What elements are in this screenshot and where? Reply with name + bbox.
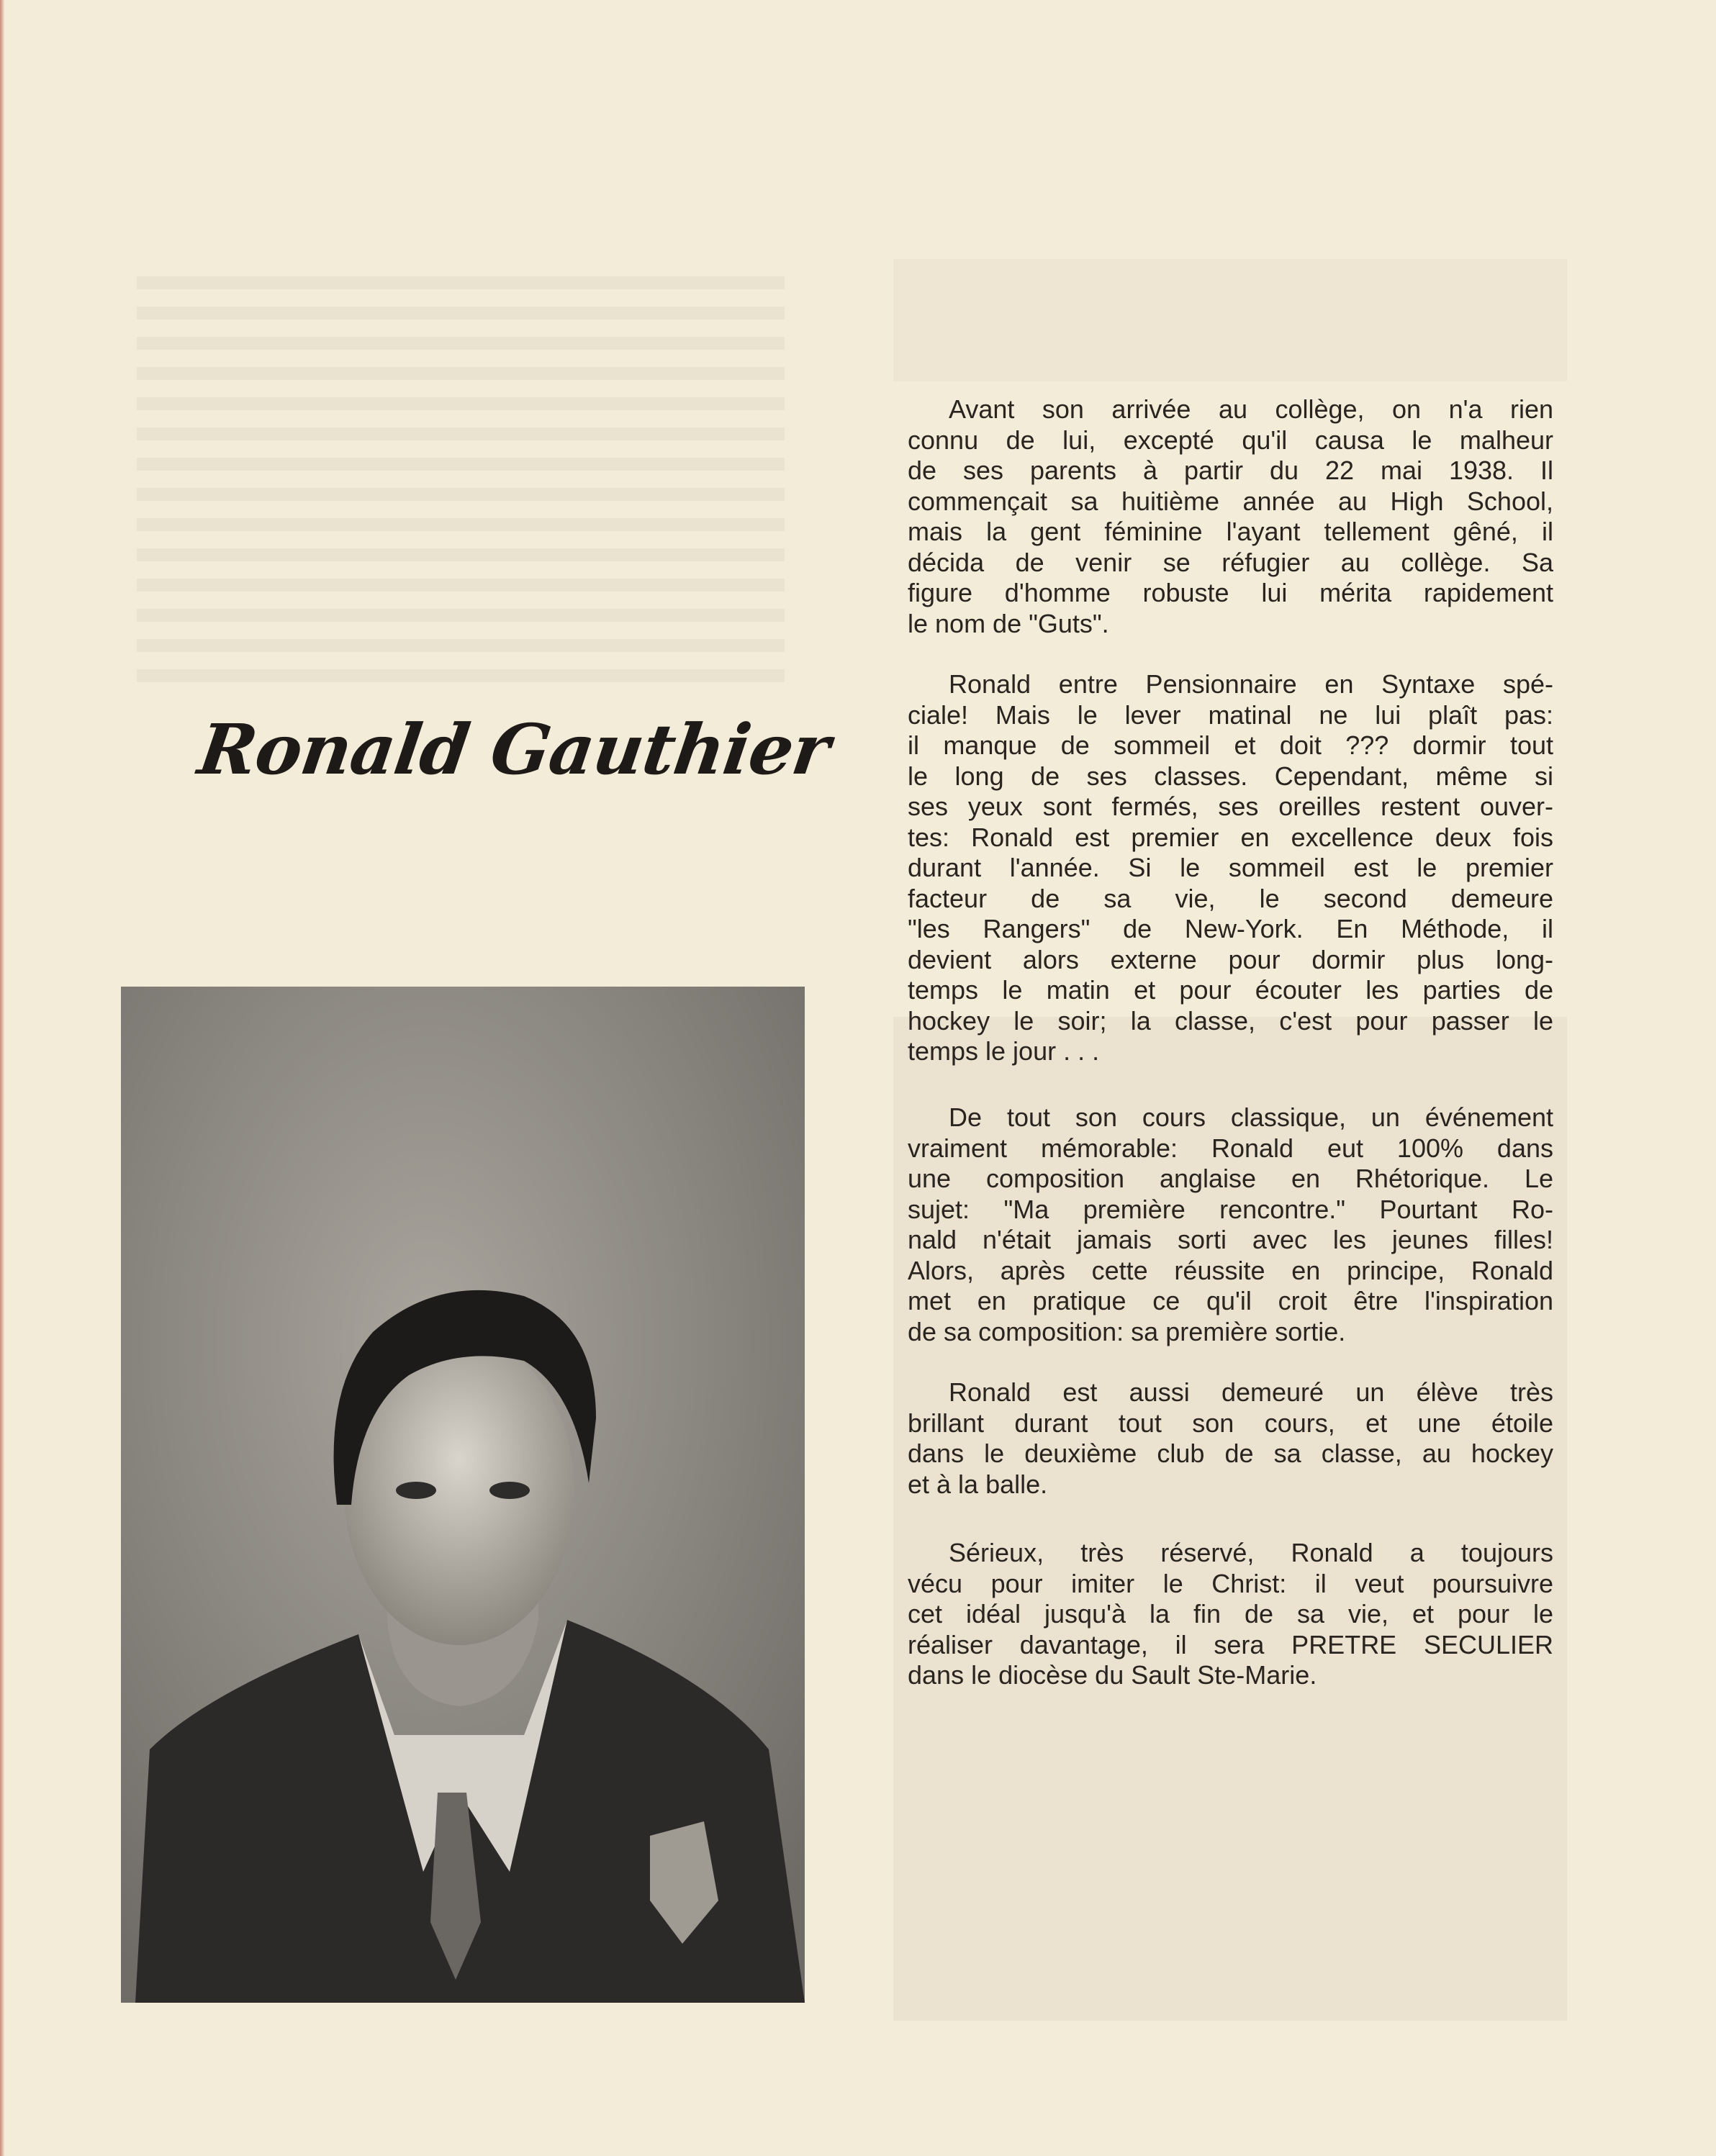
text-line: facteur de sa vie, le second demeure (908, 883, 1553, 913)
text-line: hockey le soir; la classe, c'est pour passer le (908, 1005, 1553, 1036)
portrait-photo (121, 987, 805, 2003)
bleed-through-text (893, 259, 1567, 381)
paragraph-studies (908, 669, 1553, 1067)
text-line: décida de venir se réfugier au collège. Sa (908, 547, 1553, 577)
text-line: devient alors externe pour dormir plus long- (908, 944, 1553, 974)
bleed-through-lines (137, 259, 785, 699)
text-line: De tout son cours classique, un événement (949, 1102, 1553, 1132)
text-line: met en pratique ce qu'il croit être l'inspiration (908, 1286, 1553, 1315)
text-line: réaliser davantage, il sera PRETRE SECULIER (908, 1629, 1553, 1659)
paragraph-composition (908, 1102, 1553, 1347)
text-line: ciale! Mais le lever matinal ne lui plaît pas: (908, 699, 1553, 730)
text-line: brillant durant tout son cours, et une étoile (908, 1408, 1553, 1438)
text-line: temps le jour . . . (908, 1036, 1100, 1066)
paragraph-sports (908, 1377, 1553, 1500)
text-line: le long de ses classes. Cependant, même si (908, 761, 1553, 791)
paragraph-birth (908, 394, 1553, 639)
text-line: dans le deuxième club de sa classe, au hockey (908, 1439, 1553, 1468)
page-edge (0, 0, 4, 2156)
text-line: vécu pour imiter le Christ: il veut poursuivre (908, 1568, 1553, 1598)
text-line: une composition anglaise en Rhétorique. Le (908, 1164, 1553, 1193)
text-line: dans le diocèse du Sault Ste-Marie. (908, 1660, 1317, 1690)
text-line: cet idéal jusqu'à la fin de sa vie, et pour le (908, 1599, 1553, 1629)
text-line: de sa composition: sa première sortie. (908, 1316, 1346, 1346)
text-line: temps le matin et pour écouter les parties de (908, 975, 1553, 1005)
text-line: ses yeux sont fermés, ses oreilles restent ouver- (908, 792, 1553, 821)
text-line: le nom de "Guts". (908, 608, 1109, 638)
text-line: Sérieux, très réservé, Ronald a toujours (949, 1538, 1553, 1567)
page-title: Ronald Gauthier (194, 709, 835, 790)
text-line: Ronald est aussi demeuré un élève très (949, 1377, 1553, 1407)
text-line: mais la gent féminine l'ayant tellement gêné, il (908, 517, 1553, 546)
text-line: tes: Ronald est premier en excellence deux fois (908, 822, 1553, 852)
text-line: Ronald entre Pensionnaire en Syntaxe spé- (949, 669, 1553, 699)
text-line: figure d'homme robuste lui mérita rapidement (908, 578, 1553, 607)
text-line: durant l'année. Si le sommeil est le premier (908, 853, 1553, 882)
paragraph-vocation (908, 1538, 1553, 1691)
text-line: Avant son arrivée au collège, on n'a rien (949, 394, 1553, 424)
text-line: commençait sa huitième année au High School, (908, 486, 1553, 516)
text-line: Alors, après cette réussite en principe, Ronald (908, 1255, 1553, 1285)
text-line: et à la balle. (908, 1469, 1048, 1499)
text-line: vraiment mémorable: Ronald eut 100% dans (908, 1133, 1553, 1163)
text-line: de ses parents à partir du 22 mai 1938. Il (908, 456, 1553, 485)
text-line: sujet: "Ma première rencontre." Pourtant Ro- (908, 1194, 1553, 1224)
text-line: il manque de sommeil et doit ??? dormir tout (908, 730, 1553, 760)
text-line: connu de lui, excepté qu'il causa le malheur (908, 425, 1553, 455)
text-line: nald n'était jamais sorti avec les jeunes filles! (908, 1225, 1553, 1254)
text-line: "les Rangers" de New-York. En Méthode, il (908, 914, 1553, 943)
